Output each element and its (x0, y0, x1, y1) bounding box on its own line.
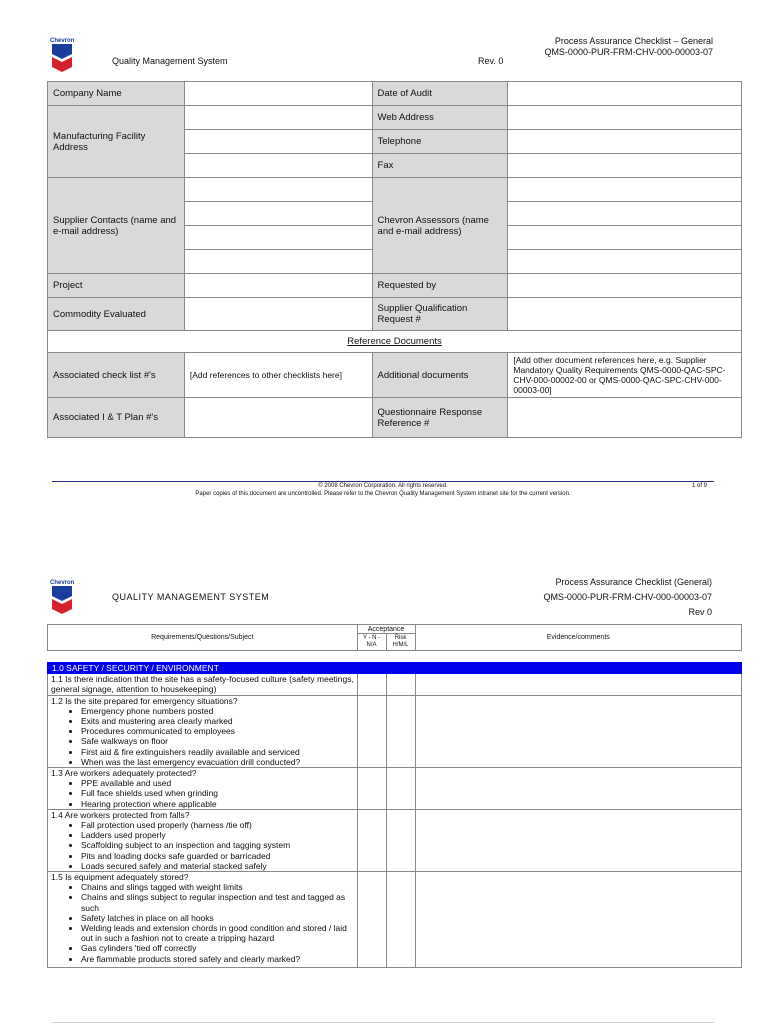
list-item: • Pits and loading docks safe guarded or barricaded (81, 851, 355, 861)
chevron-logo-icon (50, 586, 74, 614)
assessor-field-1[interactable] (508, 178, 742, 202)
date-of-audit-label: Date of Audit (372, 82, 508, 106)
bullet-list (51, 778, 355, 809)
acceptance-column-header: Acceptance (357, 625, 415, 634)
footer-copyright: © 2008 Chevron Corporation. All rights reserved. (318, 483, 448, 489)
system-title-page2: QUALITY MANAGEMENT SYSTEM (112, 592, 270, 602)
fax-field[interactable] (508, 154, 742, 178)
list-item: • Loads secured safely and material stacked safely (81, 861, 355, 871)
doc-title: Process Assurance Checklist – General (554, 36, 713, 46)
table-row (48, 768, 742, 810)
reference-documents-heading: Reference Documents (48, 331, 742, 353)
list-item: • Hearing protection where applicable (81, 799, 355, 809)
telephone-label: Telephone (372, 130, 508, 154)
chevron-logo-icon (50, 44, 74, 72)
table-row (48, 695, 742, 767)
company-name-field[interactable] (184, 82, 372, 106)
question-text: 1.5 Is equipment adequately stored? (51, 872, 189, 883)
doc-header-page2 (543, 575, 712, 620)
ynna-cell[interactable] (357, 872, 386, 968)
risk-cell[interactable] (386, 674, 415, 695)
requirements-column-header: Requirements/Questions/Subject (48, 625, 358, 651)
address-field-1[interactable] (184, 106, 372, 130)
fax-label: Fax (372, 154, 508, 178)
list-item: • Exits and mustering area clearly marked (81, 716, 355, 726)
ynna-cell[interactable] (357, 695, 386, 767)
ynna-cell[interactable] (357, 674, 386, 695)
list-item: • Safe walkways on floor (81, 736, 355, 746)
ynna-column-header: Y - N - N/A (357, 634, 386, 651)
evidence-cell[interactable] (415, 768, 741, 810)
additional-docs-field[interactable]: [Add other document references here, e.g. Supplier Mandatory Quality Requirements QMS-0000-QAC-SPC-CHV-000-00002-00 or QMS-0000-QAC-SPC-CHV-000-00003-00] (508, 353, 742, 398)
risk-cell[interactable] (386, 768, 415, 810)
risk-cell[interactable] (386, 872, 415, 968)
risk-column-header: Risk H/M/L (386, 634, 415, 651)
supplier-contacts-label: Supplier Contacts (name and e-mail address) (48, 178, 185, 274)
list-item: • Scaffolding subject to an inspection and tagging system (81, 840, 355, 850)
list-item: • Procedures communicated to employees (81, 726, 355, 736)
supplier-contact-field-4[interactable] (184, 250, 372, 274)
assessor-field-2[interactable] (508, 202, 742, 226)
sqr-label: Supplier Qualification Request # (372, 298, 508, 331)
supplier-contact-field-1[interactable] (184, 178, 372, 202)
footer-rule (52, 481, 714, 482)
address-field-2[interactable] (184, 130, 372, 154)
revision: Rev. 0 (478, 56, 504, 66)
question-text: 1.2 Is the site prepared for emergency situations? (51, 695, 238, 706)
page2-footer-rule (52, 1022, 714, 1023)
chevron-logo: Chevron (50, 38, 74, 77)
assessor-field-3[interactable] (508, 226, 742, 250)
list-item: • Fall protection used properly (harness /tie off) (81, 820, 355, 830)
ynna-cell[interactable] (357, 768, 386, 810)
commodity-label: Commodity Evaluated (48, 298, 185, 331)
chevron-assessors-label: Chevron Assessors (name and e-mail address) (372, 178, 508, 274)
doc-code-page2: QMS-0000-PUR-FRM-CHV-000-00003-07 (543, 592, 712, 602)
risk-cell[interactable] (386, 809, 415, 871)
list-item: • Chains and slings tagged with weight limits (81, 882, 355, 892)
list-item: • Welding leads and extension chords in good condition and stored / laid out in such a fashion not to create a tripping hazard (81, 923, 355, 943)
requested-by-field[interactable] (508, 274, 742, 298)
doc-header (544, 36, 713, 58)
sqr-field[interactable] (508, 298, 742, 331)
supplier-contact-field-3[interactable] (184, 226, 372, 250)
evidence-cell[interactable] (415, 872, 741, 968)
project-field[interactable] (184, 274, 372, 298)
evidence-cell[interactable] (415, 809, 741, 871)
doc-title-page2: Process Assurance Checklist (General) (555, 577, 712, 587)
question-text: 1.1 Is there indication that the site has a safety-focused culture (safety meetings, general signage, attention to housekeeping) (51, 674, 354, 695)
web-address-label: Web Address (372, 106, 508, 130)
doc-code: QMS-0000-PUR-FRM-CHV-000-00003-07 (544, 47, 713, 57)
list-item: • Full face shields used when grinding (81, 788, 355, 798)
telephone-field[interactable] (508, 130, 742, 154)
manufacturing-address-label: Manufacturing Facility Address (48, 106, 185, 178)
question-text: 1.4 Are workers protected from falls? (51, 809, 190, 820)
list-item: • Safety latches in place on all hooks (81, 913, 355, 923)
additional-docs-label: Additional documents (372, 353, 508, 398)
web-address-field[interactable] (508, 106, 742, 130)
list-item: • When was the last emergency evacuation drill conducted? (81, 757, 355, 767)
section-heading-safety: 1.0 SAFETY / SECURITY / ENVIRONMENT (48, 663, 742, 674)
list-item: • Are flammable products stored safely and clearly marked? (81, 954, 355, 964)
list-item: • Emergency phone numbers posted (81, 706, 355, 716)
list-item: • Gas cylinders 'tied off correctly (81, 943, 355, 953)
system-title: Quality Management System (112, 56, 228, 66)
audit-info-table (47, 81, 742, 438)
questionnaire-label: Questionnaire Response Reference # (372, 398, 508, 438)
assessor-field-4[interactable] (508, 250, 742, 274)
bullet-list (51, 706, 355, 767)
question-text: 1.3 Are workers adequately protected? (51, 768, 197, 779)
evidence-cell[interactable] (415, 695, 741, 767)
table-row (48, 872, 742, 968)
list-item: • Chains and slings subject to regular inspection and test and tagged as such (81, 892, 355, 912)
questionnaire-field[interactable] (508, 398, 742, 438)
assoc-itp-field[interactable] (184, 398, 372, 438)
address-field-3[interactable] (184, 154, 372, 178)
assoc-itp-label: Associated I & T Plan #'s (48, 398, 185, 438)
project-label: Project (48, 274, 185, 298)
supplier-contact-field-2[interactable] (184, 202, 372, 226)
bullet-list (51, 882, 355, 964)
requested-by-label: Requested by (372, 274, 508, 298)
ynna-cell[interactable] (357, 809, 386, 871)
revision-page2: Rev 0 (688, 607, 712, 617)
checklist-header-table (47, 624, 742, 651)
footer-note: Paper copies of this document are uncontrolled. Please refer to the Chevron Quality Management System intranet site for the current version. (195, 491, 571, 497)
list-item: • PPE available and used (81, 778, 355, 788)
evidence-cell[interactable] (415, 674, 741, 695)
list-item: • First aid & fire extinguishers readily available and serviced (81, 747, 355, 757)
table-row (48, 674, 742, 695)
chevron-logo-page2: Chevron (50, 580, 74, 619)
table-row (48, 809, 742, 871)
bullet-list (51, 820, 355, 871)
commodity-field[interactable] (184, 298, 372, 331)
evidence-column-header: Evidence/comments (415, 625, 741, 651)
footer-page-number: 1 of 9 (692, 483, 708, 489)
risk-cell[interactable] (386, 695, 415, 767)
list-item: • Ladders used properly (81, 830, 355, 840)
company-name-label: Company Name (48, 82, 185, 106)
assoc-checklist-field[interactable]: [Add references to other checklists here] (184, 353, 372, 398)
date-of-audit-field[interactable] (508, 82, 742, 106)
checklist-table (47, 662, 742, 968)
assoc-checklist-label: Associated check list #'s (48, 353, 185, 398)
